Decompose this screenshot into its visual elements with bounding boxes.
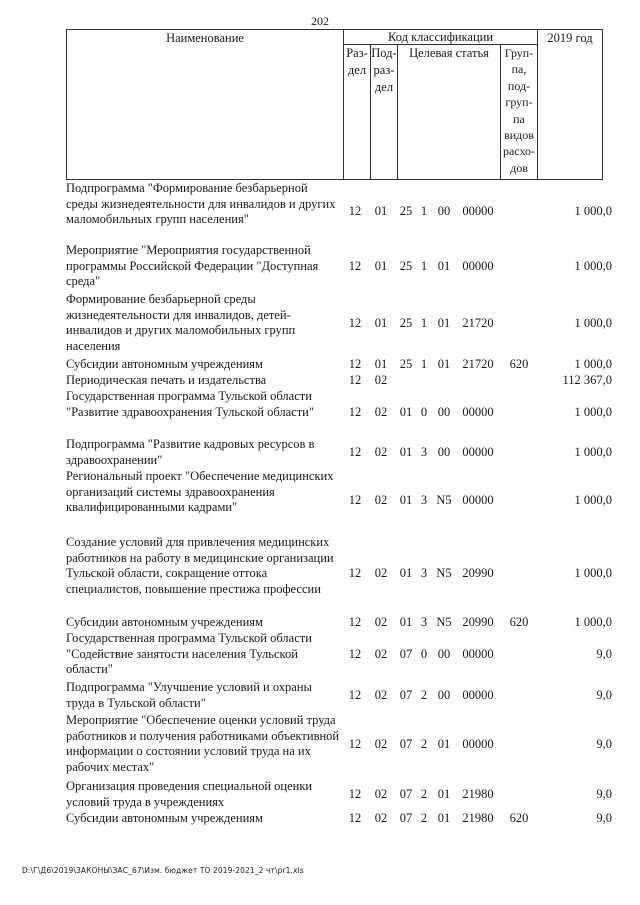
row-name: Субсидии автономным учреждениям	[66, 615, 263, 629]
row-razdel: 12	[348, 204, 362, 218]
row-podrazdel: 01	[374, 204, 388, 218]
row-target-direction: 00000	[462, 445, 494, 459]
row-razdel: 12	[348, 357, 362, 371]
row-target-direction: 00000	[462, 259, 494, 273]
row-target-program: 25	[399, 357, 413, 371]
row-razdel: 12	[348, 405, 362, 419]
row-podrazdel: 02	[374, 566, 388, 580]
row-name: Региональный проект "Обеспечение медицинских организаций системы здравоохранения квалифицированными кадрами"	[66, 469, 334, 514]
row-target-event: 01	[437, 811, 451, 825]
row-name: Формирование безбарьерной среды жизнедеятельности для инвалидов, детей-инвалидов и других маломобильных групп населения	[66, 292, 296, 353]
row-target-event: 00	[437, 445, 451, 459]
row-name: Периодическая печать и издательства	[66, 373, 267, 387]
row-target-event: 00	[437, 688, 451, 702]
row-target-program: 25	[399, 316, 413, 330]
row-target-direction: 21720	[462, 316, 494, 330]
row-amount: 1 000,0	[574, 493, 612, 507]
row-name: Подпрограмма "Развитие кадровых ресурсов в здравоохранении"	[66, 437, 315, 467]
row-amount: 9,0	[596, 647, 612, 661]
row-target-program: 25	[399, 204, 413, 218]
row-target-event: N5	[436, 615, 452, 629]
row-target-sub: 2	[420, 688, 428, 702]
row-razdel: 12	[348, 493, 362, 507]
row-target-sub: 3	[420, 493, 428, 507]
row-podrazdel: 01	[374, 357, 388, 371]
row-target-direction: 21980	[462, 787, 494, 801]
row-name: Мероприятие "Обеспечение оценки условий труда работников и получения работниками объективной информации о состоянии условий труда на их рабочих местах"	[66, 713, 340, 774]
row-target-sub: 3	[420, 445, 428, 459]
row-target-direction: 00000	[462, 493, 494, 507]
row-podrazdel: 02	[374, 373, 388, 387]
row-amount: 1 000,0	[574, 204, 612, 218]
row-amount: 1 000,0	[574, 357, 612, 371]
row-target-direction: 00000	[462, 647, 494, 661]
row-target-event: N5	[436, 493, 452, 507]
row-target-sub: 1	[420, 204, 428, 218]
row-target-program: 07	[399, 811, 413, 825]
row-razdel: 12	[348, 445, 362, 459]
row-target-event: 01	[437, 787, 451, 801]
row-target-event: N5	[436, 566, 452, 580]
row-razdel: 12	[348, 737, 362, 751]
row-group: 620	[509, 615, 529, 629]
row-target-direction: 00000	[462, 405, 494, 419]
row-name: Государственная программа Тульской области "Содействие занятости населения Тульской области"	[66, 631, 312, 676]
row-target-program: 01	[399, 615, 413, 629]
page-number: 202	[311, 14, 329, 28]
header-code: Код классификации	[344, 30, 538, 45]
row-target-program: 07	[399, 688, 413, 702]
row-podrazdel: 02	[374, 737, 388, 751]
row-target-event: 01	[437, 316, 451, 330]
row-razdel: 12	[348, 615, 362, 629]
row-amount: 112 367,0	[562, 373, 612, 387]
row-target-direction: 20990	[462, 615, 494, 629]
row-target-sub: 2	[420, 787, 428, 801]
row-target-program: 01	[399, 405, 413, 419]
row-podrazdel: 02	[374, 493, 388, 507]
row-name: Организация проведения специальной оценки условий труда в учреждениях	[66, 779, 313, 809]
row-target-direction: 00000	[462, 688, 494, 702]
row-group: 620	[509, 357, 529, 371]
header-group: Груп- па, под- груп- па видов расхо- дов	[501, 45, 538, 180]
row-target-program: 07	[399, 787, 413, 801]
row-target-event: 01	[437, 737, 451, 751]
row-name: Подпрограмма "Формирование безбарьерной среды жизнедеятельности для инвалидов и других маломобильных групп населения"	[66, 181, 336, 226]
row-amount: 1 000,0	[574, 316, 612, 330]
row-podrazdel: 02	[374, 811, 388, 825]
header-razdel: Раз- дел	[344, 45, 371, 180]
file-path-footer: D:\Г\Д6\2019\ЗАКОНЫ\ЗАС_67\Изм. бюджет ТО 2019-2021_2 чт\pr1.xls	[22, 866, 304, 875]
row-target-sub: 1	[420, 259, 428, 273]
table-header	[66, 29, 603, 180]
row-target-program: 01	[399, 493, 413, 507]
row-target-direction: 00000	[462, 204, 494, 218]
row-target-direction: 00000	[462, 737, 494, 751]
header-name: Наименование	[67, 30, 344, 180]
row-amount: 9,0	[596, 811, 612, 825]
row-target-direction: 21980	[462, 811, 494, 825]
row-podrazdel: 02	[374, 615, 388, 629]
row-podrazdel: 02	[374, 787, 388, 801]
row-target-sub: 1	[420, 316, 428, 330]
row-target-event: 00	[437, 204, 451, 218]
row-amount: 1 000,0	[574, 445, 612, 459]
row-target-sub: 2	[420, 737, 428, 751]
row-amount: 9,0	[596, 688, 612, 702]
row-target-program: 25	[399, 259, 413, 273]
row-amount: 1 000,0	[574, 405, 612, 419]
row-target-sub: 3	[420, 566, 428, 580]
header-target: Целевая статья	[398, 45, 501, 180]
row-podrazdel: 02	[374, 647, 388, 661]
row-razdel: 12	[348, 259, 362, 273]
row-target-direction: 20990	[462, 566, 494, 580]
row-amount: 1 000,0	[574, 566, 612, 580]
row-target-sub: 2	[420, 811, 428, 825]
row-name: Субсидии автономным учреждениям	[66, 357, 263, 371]
header-podrazdel: Под- раз- дел	[371, 45, 398, 180]
row-podrazdel: 01	[374, 259, 388, 273]
row-name: Создание условий для привлечения медицинских работников на работу в медицинские организации Тульской области, сокращение оттока специалистов, повышение престижа профессии	[66, 535, 334, 596]
row-target-event: 00	[437, 405, 451, 419]
row-podrazdel: 01	[374, 316, 388, 330]
row-razdel: 12	[348, 647, 362, 661]
row-target-event: 00	[437, 647, 451, 661]
row-target-program: 01	[399, 445, 413, 459]
row-target-program: 07	[399, 737, 413, 751]
row-name: Подпрограмма "Улучшение условий и охраны труда в Тульской области"	[66, 680, 312, 710]
row-group: 620	[509, 811, 529, 825]
row-name: Государственная программа Тульской области "Развитие здравоохранения Тульской области"	[66, 389, 314, 419]
row-amount: 9,0	[596, 787, 612, 801]
row-podrazdel: 02	[374, 405, 388, 419]
row-target-event: 01	[437, 357, 451, 371]
row-target-sub: 3	[420, 615, 428, 629]
row-target-sub: 0	[420, 405, 428, 419]
row-podrazdel: 02	[374, 445, 388, 459]
row-razdel: 12	[348, 566, 362, 580]
row-target-program: 01	[399, 566, 413, 580]
row-razdel: 12	[348, 373, 362, 387]
row-name: Мероприятие "Мероприятия государственной программы Российской Федерации "Доступная среда"	[66, 243, 319, 288]
row-name: Субсидии автономным учреждениям	[66, 811, 263, 825]
row-amount: 9,0	[596, 737, 612, 751]
row-target-direction: 21720	[462, 357, 494, 371]
row-target-program: 07	[399, 647, 413, 661]
header-year: 2019 год	[538, 30, 603, 180]
row-amount: 1 000,0	[574, 615, 612, 629]
row-razdel: 12	[348, 787, 362, 801]
row-razdel: 12	[348, 316, 362, 330]
row-target-sub: 0	[420, 647, 428, 661]
row-target-sub: 1	[420, 357, 428, 371]
row-target-event: 01	[437, 259, 451, 273]
row-amount: 1 000,0	[574, 259, 612, 273]
row-razdel: 12	[348, 811, 362, 825]
row-podrazdel: 02	[374, 688, 388, 702]
row-razdel: 12	[348, 688, 362, 702]
